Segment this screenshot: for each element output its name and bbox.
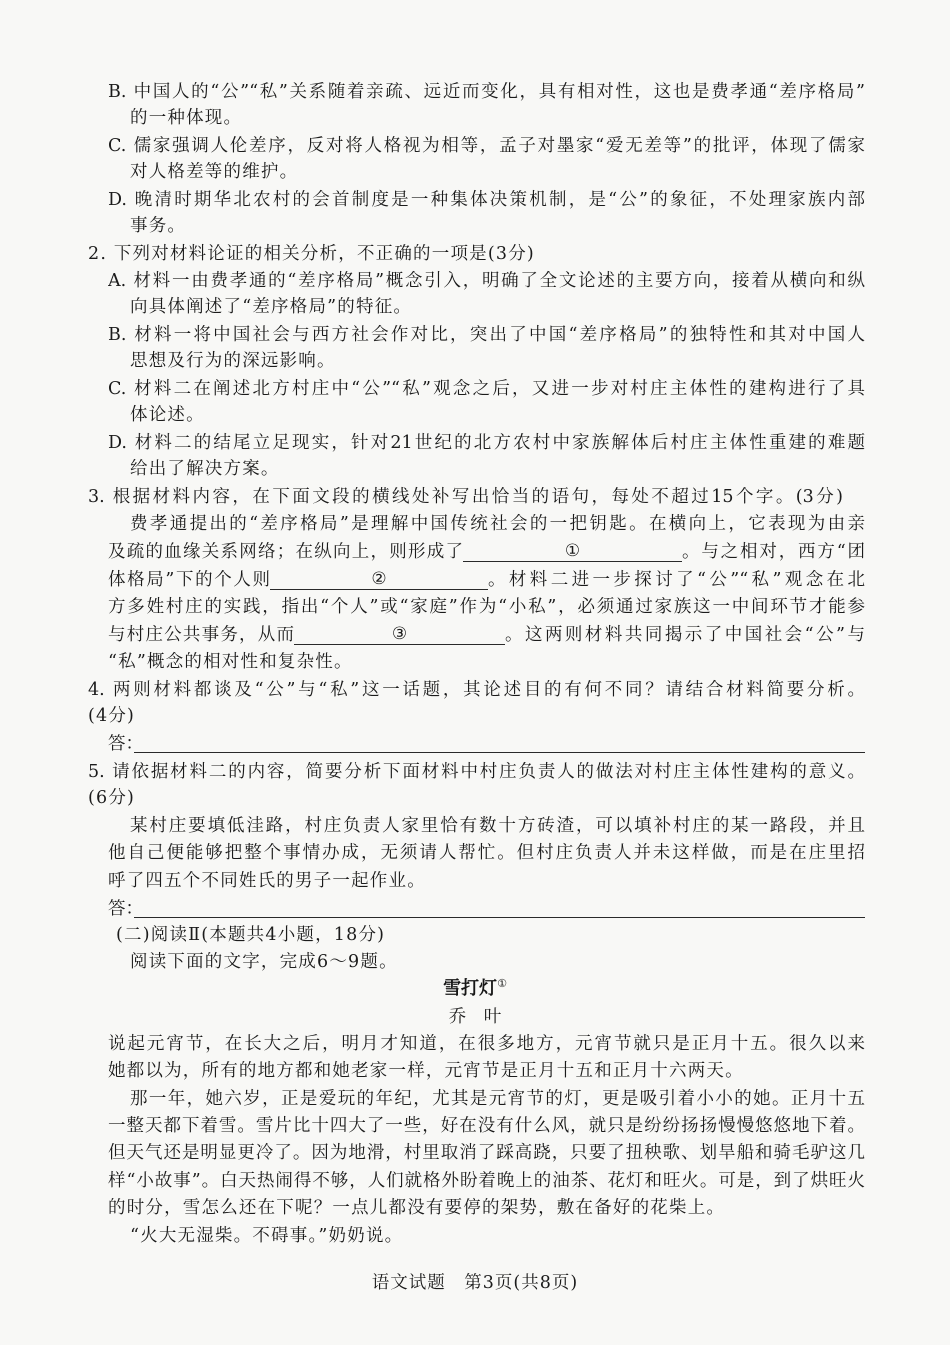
q5-material-line-3: 呼了四五个不同姓氏的男子一起作业。: [108, 871, 426, 891]
q2-option-a-line-1: A. 材料一由费孝通的“差序格局”概念引入，明确了全文论述的主要方向，接着从横向和纵: [108, 271, 865, 291]
fill-blank-3-marker: ③: [391, 624, 408, 644]
q3-passage-line-5-after: 。这两则材料共同揭示了中国社会“公”与: [505, 625, 865, 645]
q2-option-b-line-1: B. 材料一将中国社会与西方社会作对比，突出了中国“差序格局”的独特性和其对中国人: [108, 325, 865, 345]
section-instruction: 阅读下面的文字，完成6～9题。: [130, 952, 398, 972]
story-line-5: 但天气还是明显更冷了。因为地滑，村里取消了踩高跷，只要了扭秧歌、划旱船和骑毛驴这几: [108, 1143, 865, 1163]
q3-passage-line-3-before: 体格局”下的个人则: [108, 570, 270, 590]
story-line-3: 那一年，她六岁，正是爱玩的年纪，尤其是元宵节的灯，更是吸引着小小的她。正月十五: [130, 1089, 865, 1109]
q4-answer-line: [134, 752, 865, 753]
fill-blank-3: [294, 624, 505, 645]
q3-passage-line-3-after: 。材料二进一步探讨了“公”“私”观念在北: [488, 570, 865, 590]
q1-option-d-line-1: D. 晚清时期华北农村的会首制度是一种集体决策机制，是“公”的象征，不处理家族内部: [108, 190, 865, 210]
q3-passage-line-2-before: 及疏的血缘关系网络；在纵向上，则形成了: [108, 542, 463, 562]
story-title-text: 雪打灯: [443, 978, 498, 999]
q5-stem-line-2: (6分): [88, 788, 136, 808]
q1-option-b-line-1: B. 中国人的“公”“私”关系随着亲疏、远近而变化，具有相对性，这也是费孝通“差序格局”: [108, 82, 865, 102]
q2-option-d-line-2: 给出了解决方案。: [130, 459, 280, 479]
q2-option-b-line-2: 思想及行为的深远影响。: [130, 351, 336, 371]
q5-answer-line: [134, 917, 865, 918]
fill-blank-1-marker: ①: [564, 541, 581, 561]
q3-passage-line-1: 费孝通提出的“差序格局”是理解中国传统社会的一把钥匙。在横向上，它表现为由亲: [130, 514, 865, 534]
story-line-6: 样“小故事”。白天热闹得不够，人们就格外盼着晚上的油茶、花灯和旺火。可是，到了烘旺火: [108, 1171, 865, 1191]
story-author: 乔 叶: [448, 1007, 502, 1027]
story-line-4: 一整天都下着雪。雪片比十四大了一些，好在没有什么风，就只是纷纷扬扬慢慢悠悠地下着。: [108, 1116, 865, 1136]
q1-option-c-line-1: C. 儒家强调人伦差序，反对将人格视为相等，孟子对墨家“爱无差等”的批评，体现了儒家: [108, 136, 865, 156]
q3-passage-line-5: [108, 624, 865, 646]
page-footer: 语文试题 第3页(共8页): [371, 1273, 579, 1293]
q2-option-c-line-1: C. 材料二在阐述北方村庄中“公”“私”观念之后，又进一步对村庄主体性的建构进行了具: [108, 379, 865, 399]
q5-stem-line-1: 5. 请依据材料二的内容，简要分析下面材料中村庄负责人的做法对村庄主体性建构的意义。: [88, 762, 865, 782]
q4-stem-line-1: 4. 两则材料都谈及“公”与“私”这一话题，其论述目的有何不同？请结合材料简要分析。: [88, 680, 865, 700]
q2-option-a-line-2: 向具体阐述了“差序格局”的特征。: [130, 297, 413, 317]
q5-answer-label: 答：: [108, 899, 143, 919]
story-title: [0, 977, 950, 1001]
fill-blank-2: [270, 569, 488, 590]
section-heading: (二)阅读Ⅱ(本题共4小题，18分): [116, 925, 386, 945]
q3-passage-line-4: 方多姓村庄的实践，指出“个人”或“家庭”作为“小私”，必须通过家族这一中间环节才能参: [108, 597, 865, 617]
q2-option-d-line-1: D. 材料二的结尾立足现实，针对21世纪的北方农村中家族解体后村庄主体性重建的难题: [108, 433, 865, 453]
q3-passage-line-6: “私”概念的相对性和复杂性。: [108, 652, 353, 672]
q3-stem: 3. 根据材料内容，在下面文段的横线处补写出恰当的语句，每处不超过15个字。(3分): [88, 487, 843, 507]
q3-passage-line-2-after: 。与之相对，西方“团: [682, 542, 865, 562]
q5-material-line-1: 某村庄要填低洼路，村庄负责人家里恰有数十方砖渣，可以填补村庄的某一路段，并且: [130, 816, 865, 836]
story-line-8: “火大无湿柴。不碍事。”奶奶说。: [130, 1226, 404, 1246]
story-line-2: 她都以为，所有的地方都和她老家一样，元宵节是正月十五和正月十六两天。: [108, 1061, 744, 1081]
q1-option-d-line-2: 事务。: [130, 216, 187, 236]
q2-stem: 2. 下列对材料论证的相关分析，不正确的一项是(3分): [88, 244, 535, 264]
q3-passage-line-5-before: 与村庄公共事务，从而: [108, 625, 294, 645]
q1-option-c-line-2: 对人格差等的维护。: [130, 162, 299, 182]
fill-blank-1: [463, 541, 682, 562]
q4-stem-line-2: (4分): [88, 706, 136, 726]
q2-option-c-line-2: 体论述。: [130, 405, 205, 425]
q3-passage-line-3: [108, 569, 865, 591]
q3-passage-line-2: [108, 541, 865, 563]
fill-blank-2-marker: ②: [371, 569, 387, 589]
story-title-footnote-marker: ①: [497, 977, 507, 990]
q4-answer-label: 答：: [108, 734, 143, 754]
q1-option-b-line-2: 的一种体现。: [130, 108, 243, 128]
story-line-1: 说起元宵节，在长大之后，明月才知道，在很多地方，元宵节就只是正月十五。很久以来: [108, 1034, 865, 1054]
q5-material-line-2: 他自己便能够把整个事情办成，无须请人帮忙。但村庄负责人并未这样做，而是在庄里招: [108, 843, 865, 863]
story-line-7: 的时分，雪怎么还在下呢？一点儿都没有要停的架势，敷在备好的花柴上。: [108, 1198, 726, 1218]
